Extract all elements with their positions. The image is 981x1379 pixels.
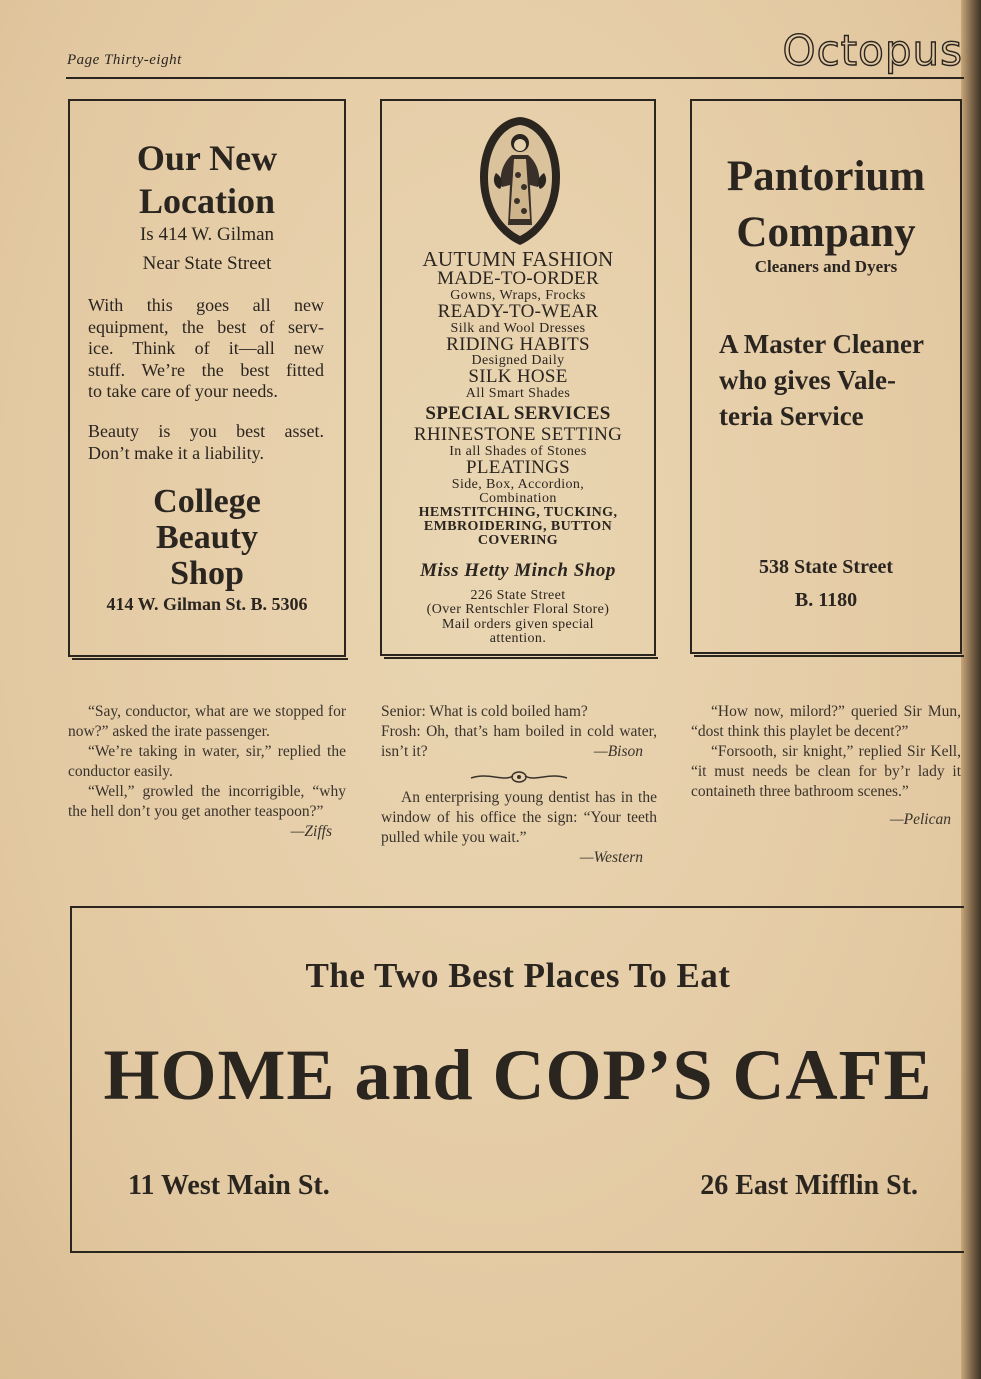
ad-paragraph: With this goes all new equipment, the best of serv- ice. Think of it—all new stuff. We’re the best fitted to take care of your needs. [88, 295, 324, 402]
service-heading: SPECIAL SERVICES [425, 403, 611, 424]
address-line: Near State Street [142, 253, 272, 274]
service-detail: Silk and Wool Dresses [450, 321, 586, 336]
masthead-title: Octopus [782, 26, 963, 75]
shop-address: 226 State Street [470, 588, 566, 603]
joke-paragraph: An enterprising young dentist has in the window of his office the sign: “Your teeth pulled while you wait.” [381, 789, 657, 846]
fashion-lady-emblem-icon [474, 115, 566, 247]
company-tagline: Cleaners and Dyers [754, 257, 898, 276]
ad-college-beauty-shop [68, 99, 346, 657]
joke-paragraph: “Say, conductor, what are we stopped for now?” asked the irate passenger. [68, 703, 346, 740]
binding-edge [961, 0, 981, 1379]
shop-name: Miss Hetty Minch Shop [420, 560, 616, 581]
cafe-name: HOME and COP’S CAFE [103, 1035, 933, 1115]
shop-address: 414 W. Gilman St. B. 5306 [106, 594, 308, 614]
ad-paragraph: Beauty is you best asset. Don’t make it a liability. [88, 421, 324, 463]
ad-miss-hetty-minch-shop [380, 99, 656, 656]
joke-attribution: —Ziffs [290, 823, 332, 840]
joke-column-1 [68, 702, 346, 842]
ad-heading: AUTUMN FASHION [422, 247, 614, 271]
joke-paragraph: Senior: What is cold boiled ham? [381, 703, 588, 720]
shop-name: College Beauty Shop [153, 483, 261, 592]
joke-paragraph: “Forsooth, sir knight,” replied Sir Kell, “it must needs be clean for by’r lady it containeth three bathroom scenes.” [691, 743, 961, 800]
header-rule [66, 77, 964, 79]
flourish-divider-icon [469, 770, 569, 784]
service-detail: Side, Box, Accordion, [451, 477, 585, 492]
cafe-address-left: 11 West Main St. [128, 1170, 330, 1201]
joke-paragraph: “How now, milord?” queried Sir Mun, “dost think this playlet be decent?” [691, 703, 961, 740]
service-heading: SILK HOSE [468, 366, 568, 387]
page-number: Page Thirty-eight [67, 52, 182, 68]
joke-paragraph: “We’re taking in water, sir,” replied the conductor easily. [68, 743, 346, 780]
service-heading: READY-TO-WEAR [437, 301, 599, 322]
service-detail: In all Shades of Stones [449, 444, 587, 459]
mail-order-note: attention. [489, 631, 547, 646]
cafe-address-right: 26 East Mifflin St. [700, 1170, 918, 1201]
mail-order-note: Mail orders given special [442, 617, 594, 632]
service-heading: PLEATINGS [465, 457, 571, 478]
address-line: Is 414 W. Gilman [139, 224, 275, 245]
service-detail: COVERING [477, 533, 559, 548]
company-phone: B. 1180 [794, 589, 858, 611]
service-detail: Designed Daily [471, 353, 565, 368]
shop-location-note: (Over Rentschler Floral Store) [426, 602, 610, 617]
ad-home-and-cops-cafe [70, 906, 964, 1253]
service-detail: All Smart Shades [465, 386, 571, 401]
company-slogan: A Master Cleaner who gives Vale- teria Service [719, 329, 924, 431]
joke-paragraph: Frosh: Oh, that’s ham boiled in cold water, isn’t it? —Bison [381, 723, 657, 760]
service-detail: Combination [479, 491, 557, 506]
service-detail: HEMSTITCHING, TUCKING, [418, 505, 618, 520]
service-detail: Gowns, Wraps, Frocks [450, 288, 586, 303]
company-address: 538 State Street [758, 556, 894, 578]
joke-attribution: —Pelican [889, 811, 951, 828]
joke-paragraph: “Well,” growled the incorrigible, “why the hell don’t you get another teaspoon?” —Ziffs [68, 783, 346, 840]
ad-pantorium-company [690, 99, 962, 654]
service-heading: RIDING HABITS [446, 334, 590, 355]
joke-attribution: —Bison [593, 743, 643, 760]
company-name: Pantorium Company [726, 153, 926, 256]
joke-column-2 [381, 702, 657, 868]
service-detail: EMBROIDERING, BUTTON [423, 519, 613, 534]
ad-headline: The Two Best Places To Eat [305, 956, 731, 995]
service-heading: RHINESTONE SETTING [413, 424, 623, 445]
joke-attribution: —Western [579, 849, 643, 866]
joke-column-3 [691, 702, 961, 830]
service-heading: MADE-TO-ORDER [437, 268, 599, 289]
ad-headline: Our New Location [136, 138, 278, 221]
